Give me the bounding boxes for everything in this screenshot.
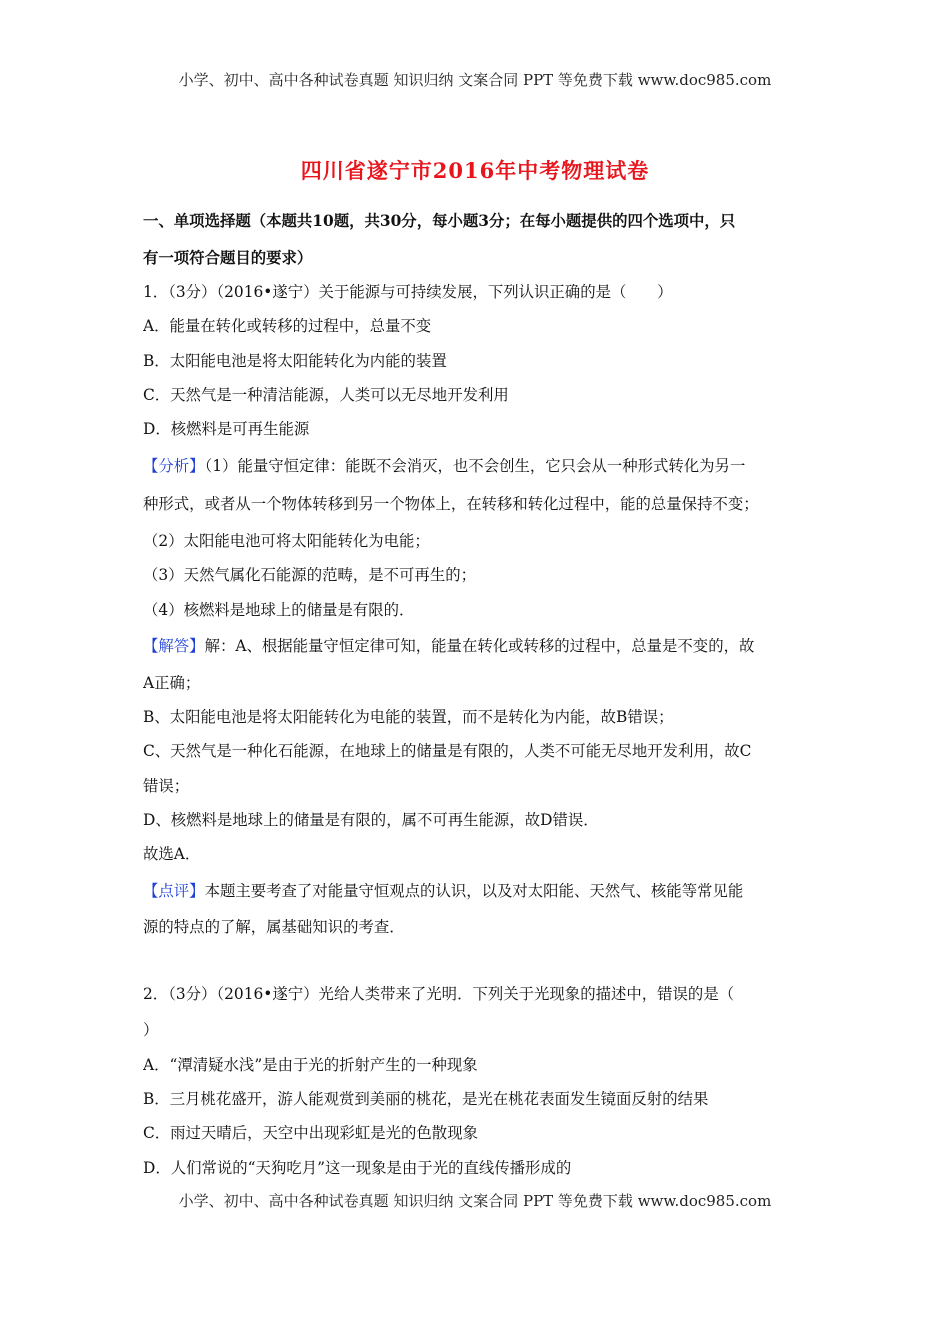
- header-banner: 小学、初中、高中各种试卷真题 知识归纳 文案合同 PPT 等免费下载 www.doc985.com: [178, 71, 772, 89]
- analysis-tag: 【分析】: [143, 456, 205, 475]
- answer-line-5: 错误；: [143, 776, 190, 795]
- section-heading-line-2: 有一项符合题目的要求）: [143, 248, 313, 267]
- analysis-text-1: （1）能量守恒定律：能既不会消灭，也不会创生，它只会从一种形式转化为另一: [204, 456, 746, 475]
- answer-text-1: 解：A、根据能量守恒定律可知，能量在转化或转移的过程中，总量是不变的，故: [204, 637, 755, 656]
- page-title: 四川省遂宁市2016年中考物理试卷: [300, 158, 650, 183]
- analysis-point-2: （2）太阳能电池可将太阳能转化为电能；: [143, 531, 430, 550]
- answer-line-1: [143, 627, 811, 666]
- question-2-option-a: A．“潭清疑水浅”是由于光的折射产生的一种现象: [143, 1055, 478, 1074]
- question-1-option-a: A．能量在转化或转移的过程中，总量不变: [143, 317, 432, 336]
- question-2-option-d: D．人们常说的“天狗吃月”这一现象是由于光的直线传播形成的: [143, 1158, 572, 1177]
- comment-text-1: 本题主要考查了对能量守恒观点的认识，以及对太阳能、天然气、核能等常见能: [204, 881, 744, 900]
- footer-banner: 小学、初中、高中各种试卷真题 知识归纳 文案合同 PPT 等免费下载 www.doc985.com: [178, 1192, 772, 1210]
- answer-line-7: 故选A．: [143, 845, 201, 864]
- question-2-stem-line-1: 2．（3分）（2016•遂宁）光给人类带来了光明．下列关于光现象的描述中，错误的是（: [143, 984, 735, 1003]
- analysis-point-4: （4）核燃料是地球上的储量是有限的．: [143, 600, 415, 619]
- answer-line-2: A正确；: [143, 673, 201, 692]
- answer-line-3: B、太阳能电池是将太阳能转化为电能的装置，而不是转化为内能，故B错误；: [143, 707, 674, 726]
- answer-tag: 【解答】: [143, 637, 205, 656]
- question-2-stem-line-2: ）: [143, 1021, 159, 1040]
- question-1-option-b: B．太阳能电池是将太阳能转化为内能的装置: [143, 351, 447, 370]
- comment-line-1: [143, 872, 811, 911]
- answer-line-6: D、核燃料是地球上的储量是有限的，属不可再生能源，故D错误．: [143, 811, 599, 830]
- analysis-line-1: [143, 447, 811, 486]
- comment-line-2: 源的特点的了解，属基础知识的考查．: [143, 918, 405, 937]
- section-heading-line-1: 一、单项选择题（本题共10题，共30分，每小题3分；在每小题提供的四个选项中，只: [143, 212, 736, 230]
- question-1-option-c: C．天然气是一种清洁能源，人类可以无尽地开发利用: [143, 386, 509, 405]
- document-body: [143, 202, 811, 1185]
- question-1-stem: 1．（3分）（2016•遂宁）关于能源与可持续发展，下列认识正确的是（ ）: [143, 282, 673, 301]
- question-2-option-c: C．雨过天晴后，天空中出现彩虹是光的色散现象: [143, 1124, 478, 1143]
- answer-line-4: C、天然气是一种化石能源，在地球上的储量是有限的，人类不可能无尽地开发利用，故C: [143, 742, 752, 761]
- question-1-option-d: D．核燃料是可再生能源: [143, 420, 310, 439]
- analysis-line-2: 种形式，或者从一个物体转移到另一个物体上，在转移和转化过程中，能的总量保持不变；: [143, 495, 759, 514]
- comment-tag: 【点评】: [143, 881, 205, 900]
- analysis-point-3: （3）天然气属化石能源的范畴，是不可再生的；: [143, 566, 476, 585]
- question-2-option-b: B．三月桃花盛开，游人能观赏到美丽的桃花，是光在桃花表面发生镜面反射的结果: [143, 1090, 709, 1109]
